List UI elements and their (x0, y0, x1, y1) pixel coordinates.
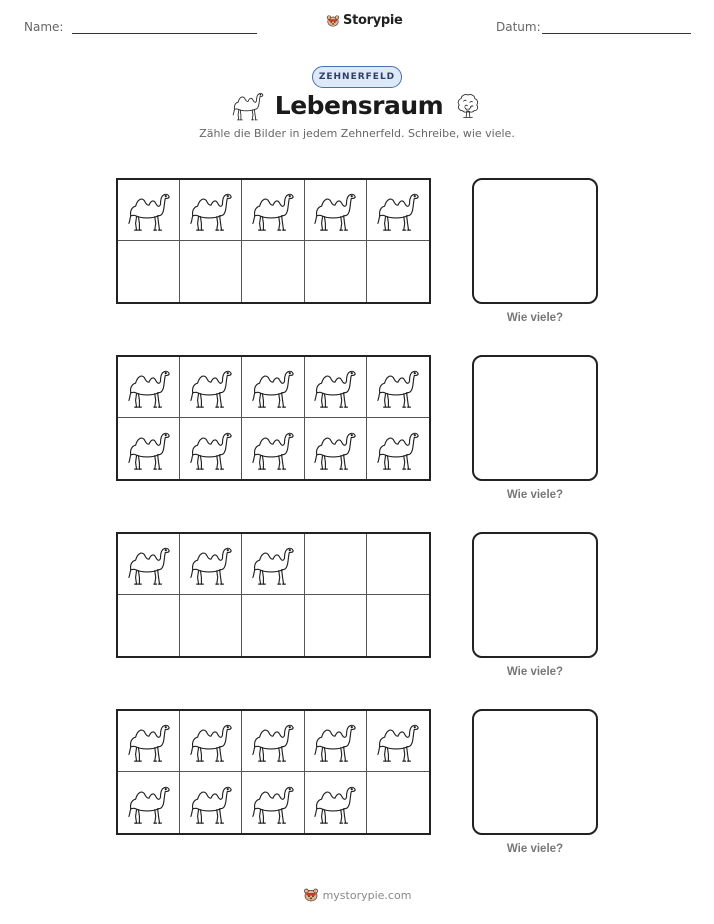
camel-icon (312, 426, 358, 472)
ten-frame-cell (242, 418, 304, 479)
answer-label: Wie viele? (506, 843, 564, 855)
camel-icon (188, 541, 234, 587)
camel-icon (126, 364, 172, 410)
ten-frame-cell (118, 711, 180, 772)
ten-frame-cell (242, 711, 304, 772)
camel-icon (126, 780, 172, 826)
answer-box[interactable] (472, 178, 598, 304)
date-field[interactable] (542, 33, 691, 34)
ten-frame-cell (367, 241, 429, 302)
ten-frame-cell (305, 180, 367, 241)
ten-frame-cell (118, 595, 180, 656)
ten-frame-cell (118, 418, 180, 479)
ten-frame-cell (367, 595, 429, 656)
camel-icon (188, 718, 234, 764)
ten-frame (116, 532, 431, 658)
name-field[interactable] (72, 33, 257, 34)
ten-frame-cell (180, 534, 242, 595)
camel-icon (375, 426, 421, 472)
ten-frame-cell (180, 357, 242, 418)
camel-icon (250, 718, 296, 764)
brand (326, 13, 403, 28)
ten-frame-cell (118, 357, 180, 418)
ten-frame-cell (242, 180, 304, 241)
storypie-mascot-icon (303, 887, 319, 903)
ten-frame-cell (242, 772, 304, 833)
ten-frame-cell (367, 357, 429, 418)
ten-frame (116, 709, 431, 835)
title-row (0, 88, 714, 122)
camel-icon (231, 88, 265, 122)
answer-label: Wie viele? (506, 489, 564, 501)
ten-frame-cell (180, 180, 242, 241)
ten-frame-cell (305, 241, 367, 302)
ten-frame-cell (180, 418, 242, 479)
ten-frame-cell (242, 534, 304, 595)
ten-frame-cell (180, 595, 242, 656)
ten-frame-cell (305, 534, 367, 595)
ten-frame-cell (367, 418, 429, 479)
page-title: Lebensraum (274, 90, 444, 120)
tree-icon (453, 88, 483, 122)
ten-frame-cell (180, 241, 242, 302)
camel-icon (250, 364, 296, 410)
camel-icon (250, 187, 296, 233)
ten-frame-cell (305, 357, 367, 418)
ten-frame-cell (118, 241, 180, 302)
storypie-mascot-icon (326, 14, 340, 28)
ten-frame-cell (118, 180, 180, 241)
camel-icon (312, 780, 358, 826)
ten-frame-cell (242, 241, 304, 302)
name-label: Name: (24, 20, 64, 34)
ten-frame-cell (367, 711, 429, 772)
answer-box[interactable] (472, 532, 598, 658)
answer-label: Wie viele? (506, 666, 564, 678)
answer-label: Wie viele? (506, 312, 564, 324)
camel-icon (375, 718, 421, 764)
camel-icon (375, 187, 421, 233)
camel-icon (375, 364, 421, 410)
camel-icon (312, 364, 358, 410)
ten-frame-cell (305, 711, 367, 772)
instructions: Zähle die Bilder in jedem Zehnerfeld. Schreibe, wie viele. (199, 127, 515, 140)
camel-icon (312, 187, 358, 233)
ten-frame-cell (367, 180, 429, 241)
answer-box[interactable] (472, 709, 598, 835)
answer-box[interactable] (472, 355, 598, 481)
ten-frame-cell (367, 534, 429, 595)
camel-icon (126, 541, 172, 587)
camel-icon (250, 780, 296, 826)
ten-frame-cell (118, 534, 180, 595)
ten-frame-cell (242, 357, 304, 418)
camel-icon (126, 426, 172, 472)
camel-icon (126, 187, 172, 233)
ten-frame-cell (118, 772, 180, 833)
ten-frame-cell (242, 595, 304, 656)
footer-url: mystorypie.com (322, 888, 412, 902)
worksheet-type-badge: ZEHNERFELD (312, 66, 402, 88)
ten-frame (116, 355, 431, 481)
camel-icon (312, 718, 358, 764)
ten-frame-cell (180, 772, 242, 833)
date-label: Datum: (496, 20, 541, 34)
camel-icon (188, 187, 234, 233)
ten-frame (116, 178, 431, 304)
ten-frame-cell (305, 418, 367, 479)
ten-frame-cell (305, 595, 367, 656)
ten-frame-cell (305, 772, 367, 833)
camel-icon (188, 780, 234, 826)
camel-icon (250, 426, 296, 472)
camel-icon (126, 718, 172, 764)
ten-frame-cell (367, 772, 429, 833)
camel-icon (188, 426, 234, 472)
footer (0, 887, 714, 903)
camel-icon (188, 364, 234, 410)
brand-name: Storypie (343, 13, 403, 28)
camel-icon (250, 541, 296, 587)
ten-frame-cell (180, 711, 242, 772)
